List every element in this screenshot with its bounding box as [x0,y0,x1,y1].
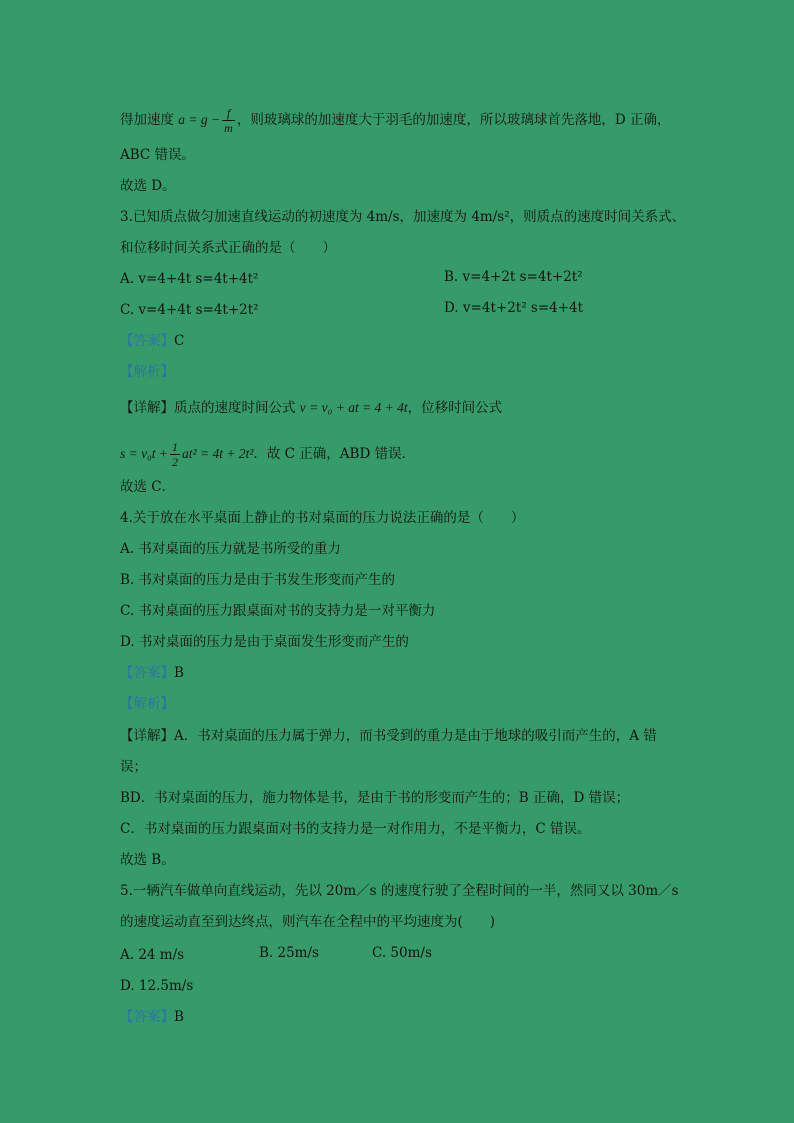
q5-answer-value: B [174,1009,184,1025]
q3-fraction [170,440,180,469]
q3-option-c: C. v=4+4t s=4t+2t² [120,302,259,318]
q3-answer [120,331,184,351]
q4-option-a: A. 书对桌面的压力就是书所受的重力 [120,541,341,557]
q2-line1 [120,106,670,135]
q3-option-a: A. v=4+4t s=4t+4t² [120,271,259,287]
q3-stem-line1: 3.已知质点做匀加速直线运动的初速度为 4m/s，加速度为 4m/s²，则质点的速度时间关系式、 [120,209,686,225]
q2-line2: ABC 错误。 [120,147,196,163]
q2-fraction [222,106,235,135]
q3-option-b: B. v=4+2t s=4t+2t² [444,269,583,285]
q4-detail-line1 [120,726,657,746]
q2-conclusion: 故选 D。 [120,178,176,194]
q3-velocity-formula: v = v₀ + at = 4 + 4t [299,400,408,415]
q5-stem-line1: 5.一辆汽车做单向直线运动，先以 20m／s 的速度行驶了全程时间的一半，然同又以 30m／s [120,883,679,899]
q4-answer [120,663,184,683]
q3-answer-value: C [174,333,185,349]
q5-option-b: B. 25m/s [259,945,319,961]
q4-detail-tag: 【详解】 [120,728,174,744]
q4-option-d: D. 书对桌面的压力是由于桌面发生形变而产生的 [120,634,409,650]
q3-detail1-text: 质点的速度时间公式 [174,400,296,416]
q3-stem-line2: 和位移时间关系式正确的是（ ） [120,240,336,256]
q3-displacement-formula-post: at² = 4t + 2t² [182,446,254,461]
q3-answer-tag: 【答案】 [120,333,174,349]
q3-analysis-tag: 【解析】 [120,364,174,380]
q4-detail-line2: 误； [120,759,147,775]
q5-answer [120,1007,184,1027]
q3-detail1-post: ，位移时间公式 [407,400,503,416]
q4-analysis-tag: 【解析】 [120,696,174,712]
q2-frac-den: m [224,121,233,135]
q3-frac-den: 2 [172,455,179,469]
q5-option-d: D. 12.5m/s [120,978,194,994]
q3-detail-tag: 【详解】 [120,400,174,416]
q3-detail-line2 [120,440,415,469]
q3-conclusion: 故选 C． [120,479,176,495]
q4-option-c: C. 书对桌面的压力跟桌面对书的支持力是一对平衡力 [120,603,436,619]
q2-line1-post: ，则玻璃球的加速度大于羽毛的加速度，所以玻璃球首先落地，D 正确， [236,112,671,128]
q3-frac-num: 1 [172,440,179,454]
q4-detail-line3: BD．书对桌面的压力，施力物体是书，是由于书的形变而产生的；B 正确，D 错误； [120,790,630,806]
q2-formula: a = g − [178,112,221,127]
q4-answer-value: B [174,665,184,681]
q4-detail1-text: A．书对桌面的压力属于弹力，而书受到的重力是由于地球的吸引而产生的，A 错 [174,728,657,744]
q4-stem: 4.关于放在水平桌面上静止的书对桌面的压力说法正确的是（ ） [120,510,525,526]
q2-frac-num: f [222,106,235,121]
q3-option-d: D. v=4t+2t² s=4+4t [444,300,584,316]
q5-answer-tag: 【答案】 [120,1009,174,1025]
q3-detail2-text: ．故 C 正确，ABD 错误． [253,446,416,462]
q4-answer-tag: 【答案】 [120,665,174,681]
q5-stem-line2: 的速度运动直至到达终点，则汽车在全程中的平均速度为( ) [120,914,496,930]
q5-option-a: A. 24 m/s [120,947,185,963]
q3-displacement-formula-pre: s = v₀t + [120,446,169,461]
q4-conclusion: 故选 B。 [120,852,175,868]
q2-line1-text: 得加速度 [120,112,174,128]
q4-option-b: B. 书对桌面的压力是由于书发生形变而产生的 [120,572,396,588]
q3-detail-line1 [120,398,502,418]
q5-option-c: C. 50m/s [372,945,432,961]
q4-detail-line4: C．书对桌面的压力跟桌面对书的支持力是一对作用力，不是平衡力，C 错误。 [120,821,591,837]
